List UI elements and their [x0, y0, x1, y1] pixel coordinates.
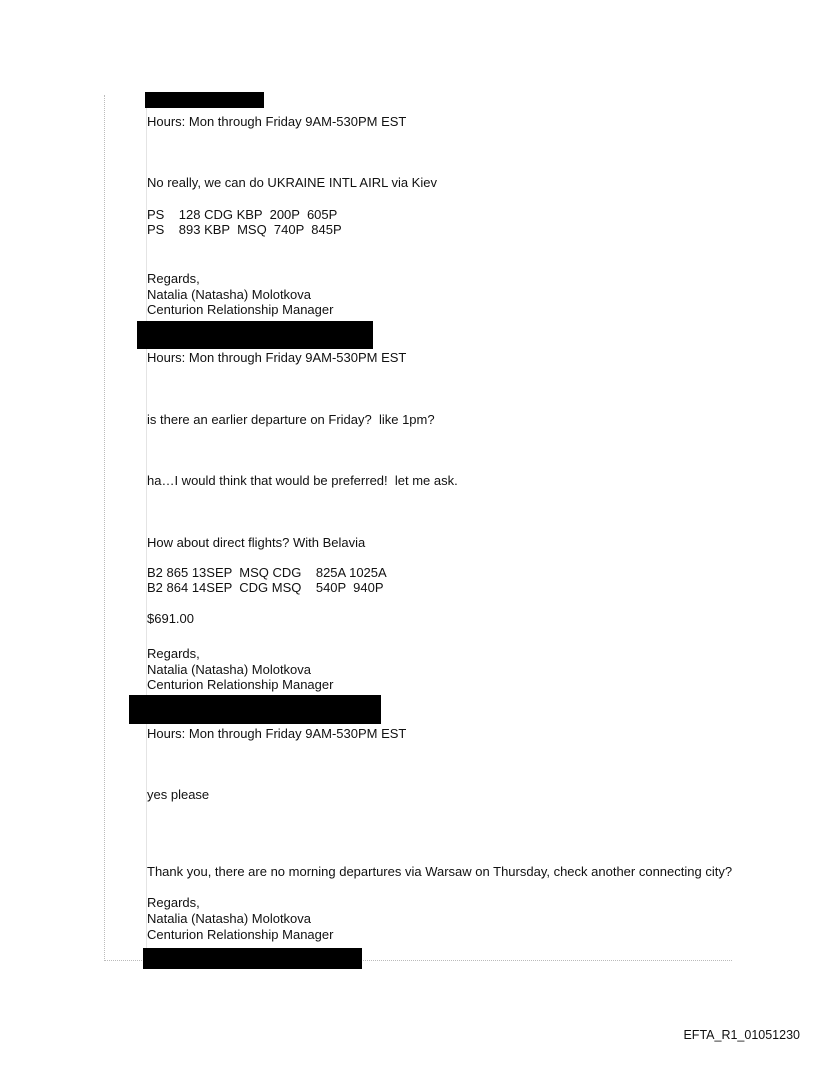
flight-line: PS 893 KBP MSQ 740P 845P [147, 222, 342, 237]
signature-line: Natalia (Natasha) Molotkova [147, 911, 312, 926]
redaction-box [137, 321, 373, 349]
signature-line: Regards, [147, 646, 200, 661]
redaction-box [145, 92, 264, 108]
document-id: EFTA_R1_01051230 [683, 1028, 800, 1042]
redaction-box [143, 948, 362, 969]
message-body: How about direct flights? With Belavia [147, 535, 366, 550]
hours-line: Hours: Mon through Friday 9AM-530PM EST [147, 726, 407, 741]
message-body: No really, we can do UKRAINE INTL AIRL via Kiev [147, 175, 437, 190]
message-body: Thank you, there are no morning departures via Warsaw on Thursday, check another connecting city? [147, 864, 733, 879]
signature-line: Regards, [147, 271, 200, 286]
message-body: ha…I would think that would be preferred! let me ask. [147, 473, 458, 488]
signature-line: Natalia (Natasha) Molotkova [147, 662, 312, 677]
signature-line: Centurion Relationship Manager [147, 677, 334, 692]
signature-line: Regards, [147, 895, 200, 910]
flight-line: PS 128 CDG KBP 200P 605P [147, 207, 338, 222]
flight-line: B2 864 14SEP CDG MSQ 540P 940P [147, 580, 384, 595]
signature-line: Natalia (Natasha) Molotkova [147, 287, 312, 302]
redaction-box [129, 695, 381, 724]
signature-line: Centurion Relationship Manager [147, 927, 334, 942]
price: $691.00 [147, 611, 194, 626]
quote-border-left [104, 95, 105, 961]
message-body: is there an earlier departure on Friday? like 1pm? [147, 412, 435, 427]
message-body: yes please [147, 787, 210, 802]
signature-line: Centurion Relationship Manager [147, 302, 334, 317]
flight-line: B2 865 13SEP MSQ CDG 825A 1025A [147, 565, 387, 580]
hours-line: Hours: Mon through Friday 9AM-530PM EST [147, 114, 407, 129]
hours-line: Hours: Mon through Friday 9AM-530PM EST [147, 350, 407, 365]
